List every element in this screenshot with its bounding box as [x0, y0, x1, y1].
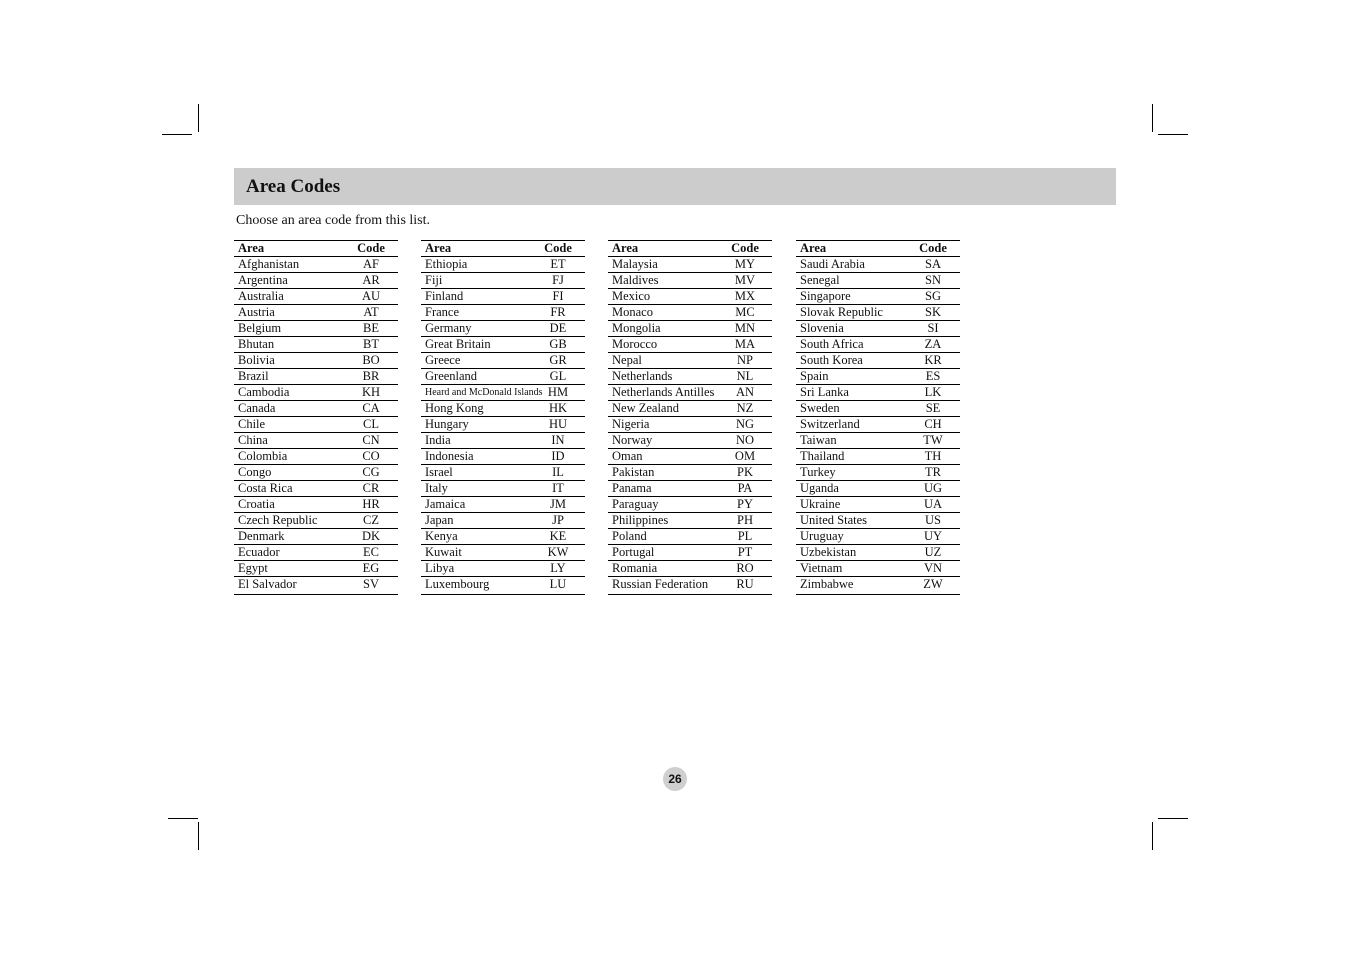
table-row — [796, 273, 960, 289]
area-code: NL — [736, 369, 754, 383]
table-row — [421, 481, 585, 497]
area-name: Indonesia — [425, 449, 474, 463]
table-row — [796, 465, 960, 481]
area-name: Norway — [612, 433, 653, 447]
area-code: SG — [925, 289, 941, 303]
table-row — [234, 401, 398, 417]
table-row — [608, 273, 772, 289]
area-name: Monaco — [612, 305, 653, 319]
table-row — [421, 385, 585, 401]
code-header: Code — [919, 241, 947, 255]
area-name: Panama — [612, 481, 652, 495]
table-row — [234, 545, 398, 561]
area-name: Hong Kong — [425, 401, 484, 415]
area-code: FR — [550, 305, 566, 319]
area-name: Vietnam — [800, 561, 843, 575]
area-name: Russian Federation — [612, 577, 709, 591]
area-code: ZA — [924, 337, 942, 351]
area-name: Austria — [238, 305, 275, 319]
area-code: PH — [737, 513, 753, 527]
table-row — [234, 385, 398, 401]
area-header: Area — [800, 241, 827, 255]
area-code: VN — [923, 561, 943, 575]
area-name: Congo — [238, 465, 272, 479]
table-row — [421, 577, 585, 595]
area-name: Turkey — [800, 465, 836, 479]
area-name: Paraguay — [612, 497, 659, 511]
area-name: Czech Republic — [238, 513, 318, 527]
area-code: KR — [924, 353, 942, 367]
table-row — [796, 385, 960, 401]
table-row — [421, 545, 585, 561]
area-name: Heard and McDonald Islands — [425, 387, 543, 398]
area-code: IL — [552, 465, 564, 479]
table-row — [234, 369, 398, 385]
table-header-row — [608, 241, 772, 257]
area-name: France — [425, 305, 460, 319]
table-row — [234, 321, 398, 337]
table-column — [421, 240, 585, 595]
area-name: Uruguay — [800, 529, 844, 543]
area-name: Kenya — [425, 529, 458, 543]
table-row — [796, 481, 960, 497]
area-name: China — [238, 433, 268, 447]
area-name: Denmark — [238, 529, 285, 543]
area-name: Ukraine — [800, 497, 841, 511]
table-row — [421, 417, 585, 433]
table-row — [608, 401, 772, 417]
area-code: US — [925, 513, 941, 527]
area-code: NO — [735, 433, 755, 447]
area-code: MY — [734, 257, 756, 271]
area-name: Israel — [425, 465, 453, 479]
table-row — [421, 321, 585, 337]
area-code: GR — [549, 353, 567, 367]
area-name: New Zealand — [612, 401, 679, 415]
area-code: JM — [550, 497, 566, 511]
area-code: LY — [550, 561, 566, 575]
area-code: SK — [925, 305, 941, 319]
area-code: BR — [362, 369, 380, 383]
table-row — [234, 257, 398, 273]
table-row — [796, 337, 960, 353]
crop-mark — [1152, 822, 1153, 850]
area-code: BT — [363, 337, 379, 351]
table-row — [796, 529, 960, 545]
area-code: AR — [362, 273, 380, 287]
area-code: MA — [734, 337, 756, 351]
area-name: Netherlands — [612, 369, 673, 383]
table-row — [421, 401, 585, 417]
area-name: Australia — [238, 289, 284, 303]
area-code: DK — [361, 529, 381, 543]
area-code: IT — [552, 481, 564, 495]
area-code: GL — [549, 369, 567, 383]
area-name: Maldives — [612, 273, 659, 287]
crop-mark — [198, 104, 199, 132]
table-row — [796, 545, 960, 561]
table-row — [796, 369, 960, 385]
table-row — [608, 529, 772, 545]
area-code: MC — [735, 305, 755, 319]
area-code: RU — [736, 577, 754, 591]
area-code: DE — [549, 321, 567, 335]
table-row — [796, 417, 960, 433]
table-row — [234, 337, 398, 353]
table-row — [421, 305, 585, 321]
area-code: KE — [549, 529, 567, 543]
table-row — [608, 481, 772, 497]
table-row — [421, 449, 585, 465]
area-code: PT — [737, 545, 753, 559]
area-name: El Salvador — [238, 577, 297, 591]
area-name: Pakistan — [612, 465, 655, 479]
table-column — [234, 240, 398, 595]
table-row — [234, 289, 398, 305]
area-code: MX — [734, 289, 756, 303]
area-code: FI — [552, 289, 564, 303]
area-name: Costa Rica — [238, 481, 293, 495]
area-code: ES — [925, 369, 941, 383]
area-name: Great Britain — [425, 337, 491, 351]
table-row — [234, 481, 398, 497]
area-name: Luxembourg — [425, 577, 490, 591]
table-row — [608, 577, 772, 595]
area-name: Colombia — [238, 449, 288, 463]
area-name: Zimbabwe — [800, 577, 854, 591]
area-name: Ethiopia — [425, 257, 468, 271]
crop-mark — [198, 822, 199, 850]
area-name: Afghanistan — [238, 257, 300, 271]
area-code: UY — [923, 529, 943, 543]
area-code: IN — [551, 433, 565, 447]
area-name: United States — [800, 513, 868, 527]
crop-mark — [1158, 818, 1188, 819]
area-name: Kuwait — [425, 545, 462, 559]
area-name: Greenland — [425, 369, 478, 383]
area-code: AF — [363, 257, 379, 271]
area-code: MV — [734, 273, 756, 287]
crop-mark — [168, 818, 198, 819]
area-header: Area — [238, 241, 265, 255]
table-row — [608, 337, 772, 353]
area-name: Mexico — [612, 289, 651, 303]
table-row — [421, 465, 585, 481]
area-code: HK — [548, 401, 568, 415]
area-name: Canada — [238, 401, 276, 415]
table-row — [608, 257, 772, 273]
table-row — [608, 561, 772, 577]
table-row — [608, 417, 772, 433]
code-header: Code — [544, 241, 572, 255]
area-name: Slovak Republic — [800, 305, 883, 319]
crop-mark — [162, 134, 192, 135]
area-code: PK — [737, 465, 753, 479]
area-name: Mongolia — [612, 321, 661, 335]
table-row — [421, 369, 585, 385]
area-code: LU — [549, 577, 567, 591]
area-name: Sri Lanka — [800, 385, 849, 399]
area-code: UG — [923, 481, 943, 495]
table-row — [608, 449, 772, 465]
table-row — [234, 561, 398, 577]
area-name: Brazil — [238, 369, 269, 383]
table-row — [234, 433, 398, 449]
area-name: Fiji — [425, 273, 443, 287]
table-row — [421, 337, 585, 353]
area-name: Chile — [238, 417, 266, 431]
table-row — [608, 385, 772, 401]
area-name: Saudi Arabia — [800, 257, 865, 271]
table-row — [608, 465, 772, 481]
table-row — [608, 433, 772, 449]
table-row — [796, 289, 960, 305]
area-code: TH — [924, 449, 942, 463]
code-header: Code — [357, 241, 385, 255]
table-row — [796, 305, 960, 321]
table-row — [608, 545, 772, 561]
area-name: Morocco — [612, 337, 658, 351]
crop-mark — [1152, 104, 1153, 132]
area-header: Area — [612, 241, 639, 255]
table-row — [608, 353, 772, 369]
area-name: Romania — [612, 561, 658, 575]
area-name: Ecuador — [238, 545, 280, 559]
area-name: Oman — [612, 449, 643, 463]
table-row — [796, 257, 960, 273]
table-row — [421, 433, 585, 449]
area-code: FJ — [552, 273, 564, 287]
table-row — [234, 353, 398, 369]
area-name: Bhutan — [238, 337, 275, 351]
area-code: SI — [927, 321, 939, 335]
table-row — [421, 529, 585, 545]
table-row — [234, 513, 398, 529]
area-name: Finland — [425, 289, 464, 303]
area-code: SN — [925, 273, 941, 287]
area-code: HU — [548, 417, 568, 431]
crop-mark — [1158, 134, 1188, 135]
area-code: CR — [362, 481, 380, 495]
table-row — [608, 497, 772, 513]
area-code: HM — [547, 385, 569, 399]
area-code: ET — [550, 257, 566, 271]
table-header-row — [796, 241, 960, 257]
area-code: CH — [924, 417, 942, 431]
area-code: NG — [735, 417, 755, 431]
table-row — [608, 289, 772, 305]
area-name: Thailand — [800, 449, 845, 463]
area-code: CN — [362, 433, 380, 447]
table-row — [796, 353, 960, 369]
area-code: CL — [363, 417, 379, 431]
area-name: Bolivia — [238, 353, 275, 367]
table-row — [234, 497, 398, 513]
area-name: Singapore — [800, 289, 851, 303]
area-name: Portugal — [612, 545, 655, 559]
area-code: TW — [923, 433, 943, 447]
area-code: BE — [363, 321, 379, 335]
area-code: KH — [361, 385, 381, 399]
area-code: CA — [362, 401, 380, 415]
area-code: UZ — [924, 545, 942, 559]
area-name: Netherlands Antilles — [612, 385, 715, 399]
area-name: Nigeria — [612, 417, 650, 431]
table-row — [234, 577, 398, 595]
area-code: SV — [363, 577, 379, 591]
area-code: CO — [362, 449, 380, 463]
table-row — [796, 449, 960, 465]
area-code: NZ — [736, 401, 754, 415]
table-row — [608, 305, 772, 321]
area-code: KW — [547, 545, 569, 559]
table-row — [608, 513, 772, 529]
table-row — [234, 417, 398, 433]
area-name: Italy — [425, 481, 448, 495]
table-row — [796, 401, 960, 417]
table-row — [796, 321, 960, 337]
table-row — [234, 465, 398, 481]
area-code: CZ — [363, 513, 379, 527]
table-row — [234, 273, 398, 289]
table-column — [796, 240, 960, 595]
area-name: Greece — [425, 353, 461, 367]
table-row — [421, 353, 585, 369]
area-code: JP — [552, 513, 564, 527]
area-name: Nepal — [612, 353, 642, 367]
table-row — [608, 321, 772, 337]
code-header: Code — [731, 241, 759, 255]
area-name: Japan — [425, 513, 454, 527]
area-code: GB — [549, 337, 567, 351]
table-row — [796, 497, 960, 513]
area-code: NP — [737, 353, 753, 367]
area-name: India — [425, 433, 451, 447]
section-header-bar — [234, 168, 1116, 205]
area-name: Croatia — [238, 497, 275, 511]
table-column — [608, 240, 772, 595]
area-code: TR — [925, 465, 941, 479]
area-code: MN — [734, 321, 756, 335]
area-code: AN — [735, 385, 755, 399]
table-row — [421, 273, 585, 289]
area-name: Senegal — [800, 273, 840, 287]
area-code: ZW — [923, 577, 943, 591]
area-header: Area — [425, 241, 452, 255]
area-code: ID — [551, 449, 565, 463]
area-name: Poland — [612, 529, 647, 543]
area-name: Cambodia — [238, 385, 290, 399]
area-name: South Korea — [800, 353, 863, 367]
area-code: PA — [737, 481, 753, 495]
table-row — [796, 561, 960, 577]
table-row — [421, 513, 585, 529]
table-row — [796, 433, 960, 449]
area-name: Philippines — [612, 513, 669, 527]
area-name: Argentina — [238, 273, 288, 287]
area-code: BO — [362, 353, 380, 367]
area-name: Uzbekistan — [800, 545, 857, 559]
table-row — [421, 561, 585, 577]
page-number: 26 — [663, 767, 687, 791]
area-code: AU — [361, 289, 381, 303]
table-row — [796, 513, 960, 529]
intro-text: Choose an area code from this list. — [236, 213, 431, 228]
area-name: Jamaica — [425, 497, 466, 511]
area-name: Spain — [800, 369, 829, 383]
area-code: SA — [925, 257, 941, 271]
table-row — [234, 305, 398, 321]
area-name: Libya — [425, 561, 455, 575]
area-code: PL — [737, 529, 753, 543]
area-code: EC — [363, 545, 379, 559]
area-code: HR — [362, 497, 380, 511]
area-name: Taiwan — [800, 433, 837, 447]
area-name: Switzerland — [800, 417, 860, 431]
area-code: SE — [925, 401, 941, 415]
area-name: Egypt — [238, 561, 268, 575]
area-code: EG — [362, 561, 380, 575]
table-row — [608, 369, 772, 385]
area-code: CG — [362, 465, 380, 479]
area-name: South Africa — [800, 337, 864, 351]
page-title: Area Codes — [246, 176, 341, 197]
table-row — [234, 529, 398, 545]
area-name: Belgium — [238, 321, 282, 335]
area-name: Hungary — [425, 417, 469, 431]
table-row — [234, 449, 398, 465]
table-header-row — [421, 241, 585, 257]
area-name: Sweden — [800, 401, 840, 415]
area-code: RO — [736, 561, 754, 575]
area-code: LK — [924, 385, 942, 399]
table-row — [421, 497, 585, 513]
area-code: AT — [363, 305, 379, 319]
table-row — [421, 257, 585, 273]
table-row — [796, 577, 960, 595]
table-header-row — [234, 241, 398, 257]
area-code: PY — [737, 497, 753, 511]
area-name: Germany — [425, 321, 472, 335]
table-row — [421, 289, 585, 305]
area-code: OM — [734, 449, 756, 463]
area-code: UA — [923, 497, 943, 511]
area-name: Malaysia — [612, 257, 658, 271]
area-name: Slovenia — [800, 321, 844, 335]
area-name: Uganda — [800, 481, 839, 495]
